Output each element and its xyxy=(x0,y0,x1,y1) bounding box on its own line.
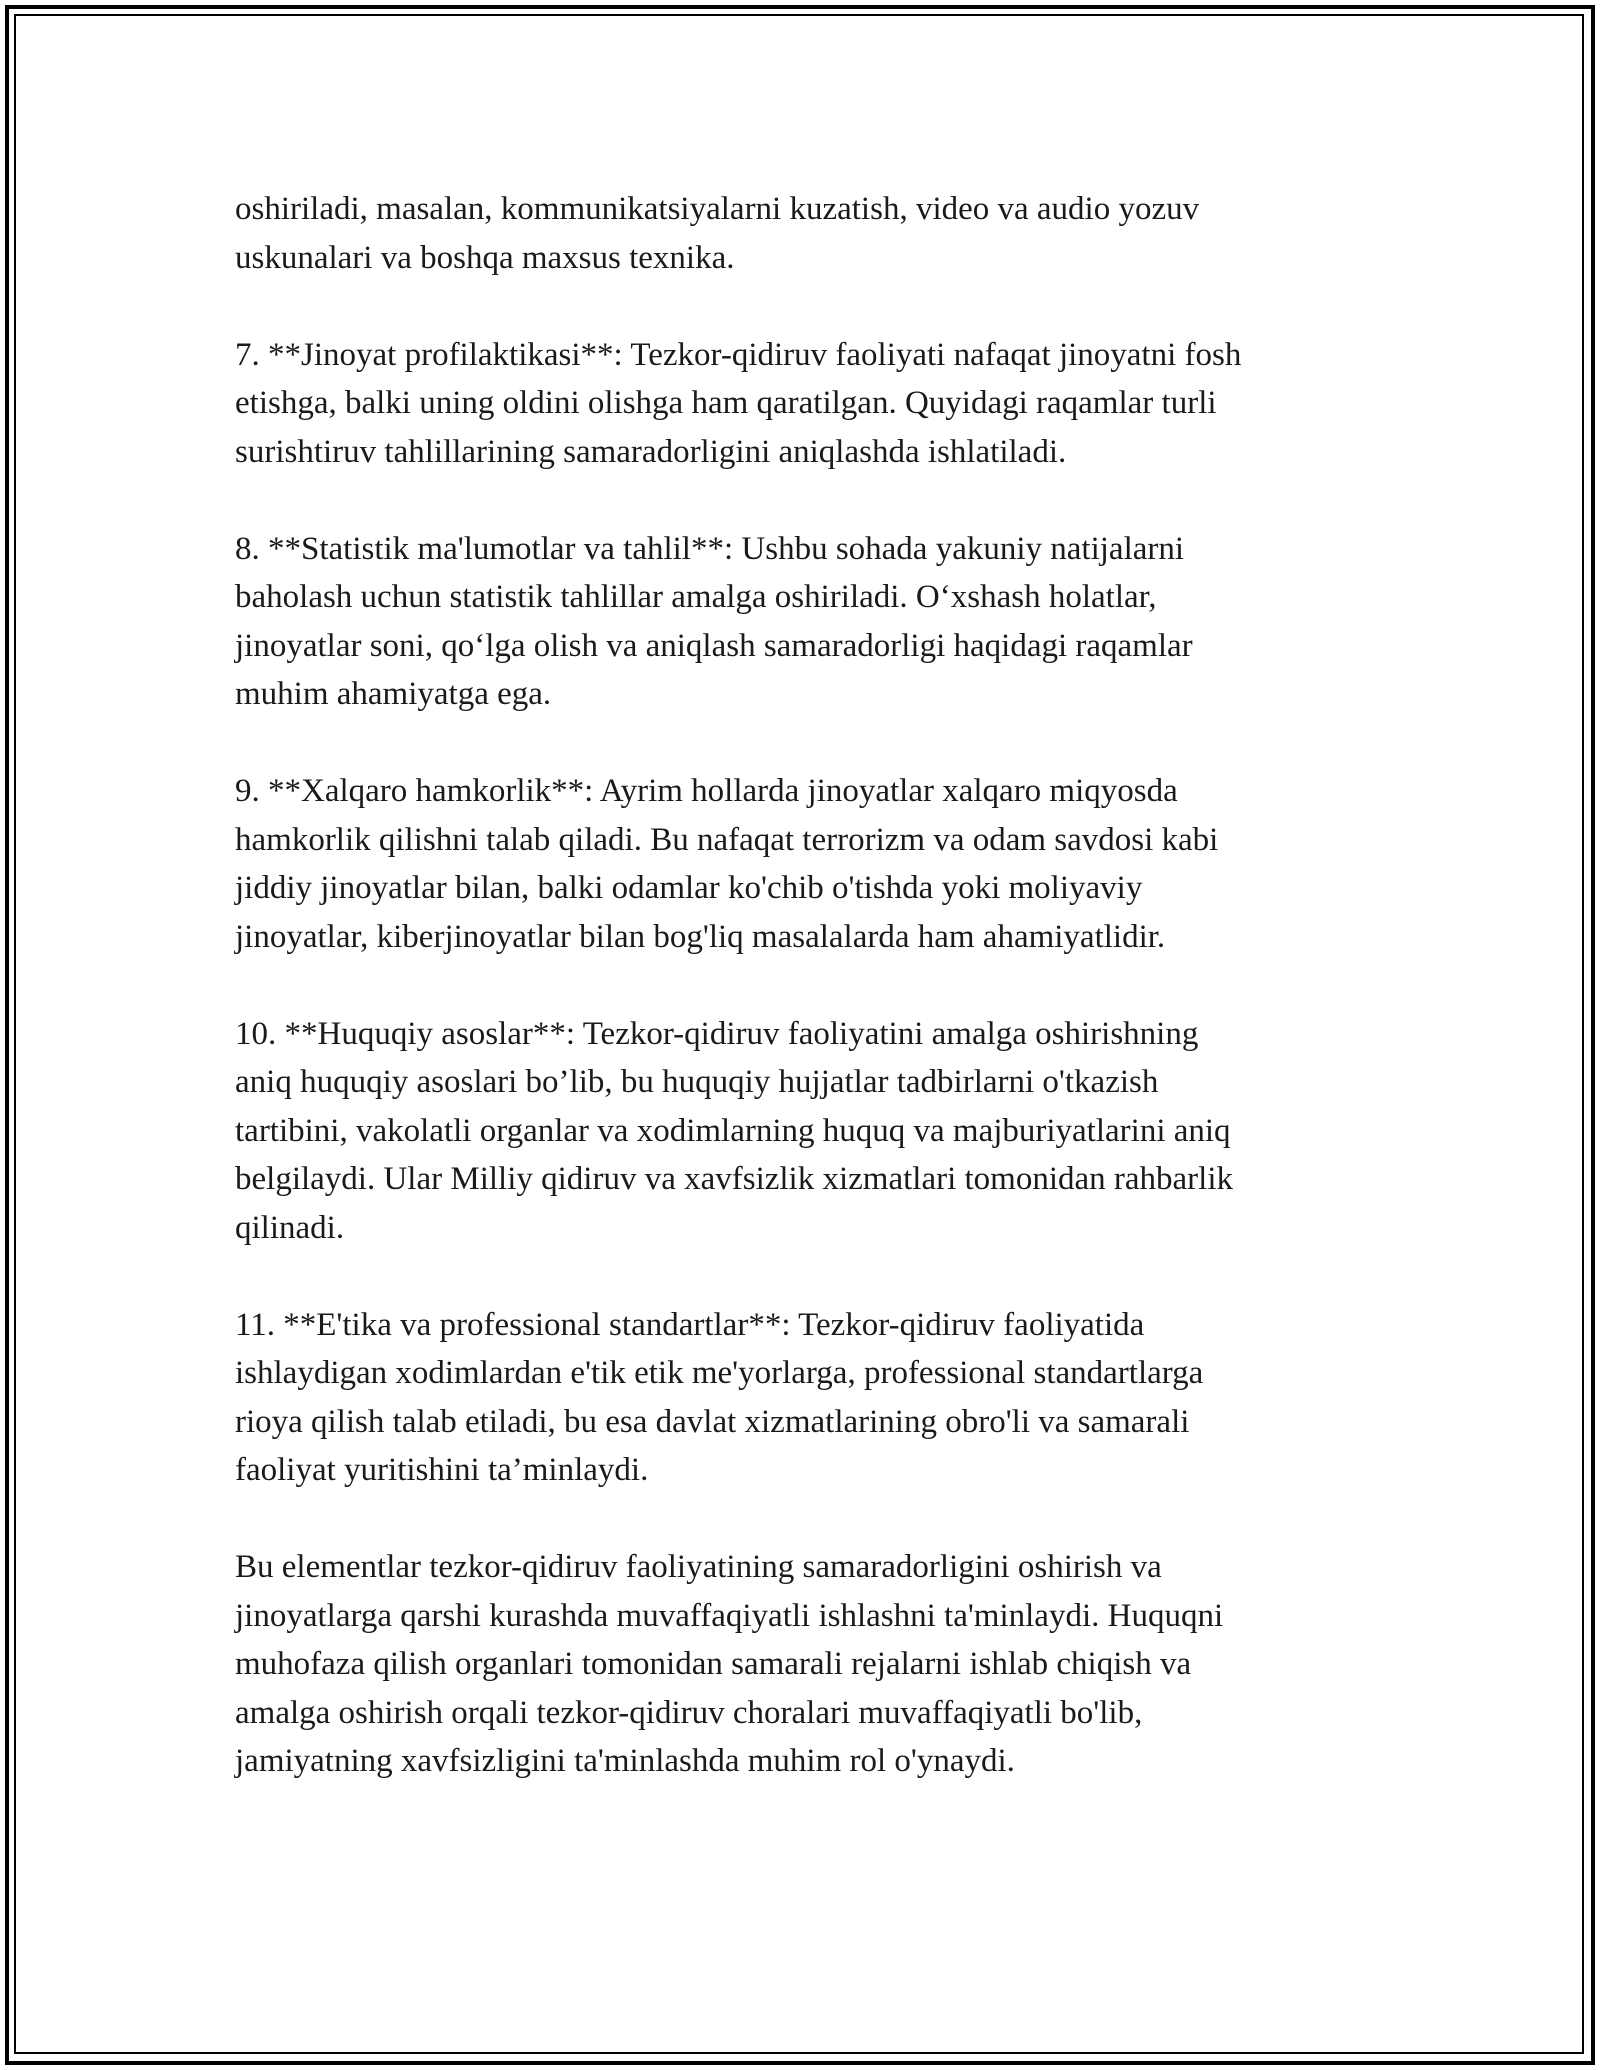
paragraph-item-7 xyxy=(235,331,1385,477)
text-line: faoliyat yuritishini ta’minlaydi. xyxy=(235,1452,649,1488)
text-line: jinoyatlarga qarshi kurashda muvaffaqiyatli ishlashni ta'minlaydi. Huquqni xyxy=(235,1597,1224,1634)
text-line: 7. **Jinoyat profilaktikasi**: Tezkor-qidiruv faoliyati nafaqat jinoyatni fosh xyxy=(235,336,1242,373)
text-line: aniq huquqiy asoslari bo’lib, bu huquqiy hujjatlar tadbirlarni o'tkazish xyxy=(235,1064,1159,1100)
text-line: jiddiy jinoyatlar bilan, balki odamlar ko'chib o'tishda yoki moliyaviy xyxy=(235,870,1143,906)
paragraph-item-10 xyxy=(235,1010,1385,1253)
text-line: 8. **Statistik ma'lumotlar va tahlil**: Ushbu sohada yakuniy natijalarni xyxy=(235,530,1185,567)
text-line: belgilaydi. Ular Milliy qidiruv va xavfsizlik xizmatlari tomonidan rahbarlik xyxy=(235,1161,1234,1197)
text-line: jamiyatning xavfsizligini ta'minlashda muhim rol o'ynaydi. xyxy=(235,1743,1015,1779)
text-line: 9. **Xalqaro hamkorlik**: Ayrim hollarda jinoyatlar xalqaro miqyosda xyxy=(235,773,1178,809)
text-line: 10. **Huquqiy asoslar**: Tezkor-qidiruv faoliyatini amalga oshirishning xyxy=(235,1015,1199,1052)
text-line: jinoyatlar soni, qo‘lga olish va aniqlash samaradorligi haqidagi raqamlar xyxy=(235,627,1193,664)
paragraph-item-11 xyxy=(235,1301,1385,1495)
document-body xyxy=(235,185,1385,1786)
text-line: 11. **E'tika va professional standartlar**: Tezkor-qidiruv faoliyatida xyxy=(235,1306,1145,1343)
text-line: hamkorlik qilishni talab qiladi. Bu nafaqat terrorizm va odam savdosi kabi xyxy=(235,821,1219,858)
text-line: muhim ahamiyatga ega. xyxy=(235,676,552,712)
paragraph-item-9 xyxy=(235,767,1385,961)
text-line: rioya qilish talab etiladi, bu esa davlat xizmatlarining obro'li va samarali xyxy=(235,1403,1190,1440)
text-line: ishlaydigan xodimlardan e'tik etik me'yorlarga, professional standartlarga xyxy=(235,1355,1204,1391)
text-line: tartibini, vakolatli organlar va xodimlarning huquq va majburiyatlarini aniq xyxy=(235,1112,1231,1149)
paragraph-conclusion xyxy=(235,1543,1385,1786)
text-line: jinoyatlar, kiberjinoyatlar bilan bog'liq masalalarda ham ahamiyatlidir. xyxy=(235,918,1166,955)
text-line: etishga, balki uning oldini olishga ham qaratilgan. Quyidagi raqamlar turli xyxy=(235,385,1217,421)
text-line: muhofaza qilish organlari tomonidan samarali rejalarni ishlab chiqish va xyxy=(235,1646,1192,1682)
paragraph-continuation xyxy=(235,185,1385,282)
text-line: qilinadi. xyxy=(235,1209,345,1246)
text-line: surishtiruv tahlillarining samaradorligini aniqlashda ishlatiladi. xyxy=(235,433,1067,470)
text-line: uskunalari va boshqa maxsus texnika. xyxy=(235,239,735,276)
text-line: Bu elementlar tezkor-qidiruv faoliyatining samaradorligini oshirish va xyxy=(235,1549,1162,1585)
paragraph-item-8 xyxy=(235,525,1385,719)
text-line: baholash uchun statistik tahlillar amalga oshiriladi. O‘xshash holatlar, xyxy=(235,579,1157,615)
text-line: amalga oshirish orqali tezkor-qidiruv choralari muvaffaqiyatli bo'lib, xyxy=(235,1694,1143,1731)
text-line: oshiriladi, masalan, kommunikatsiyalarni kuzatish, video va audio yozuv xyxy=(235,191,1200,227)
